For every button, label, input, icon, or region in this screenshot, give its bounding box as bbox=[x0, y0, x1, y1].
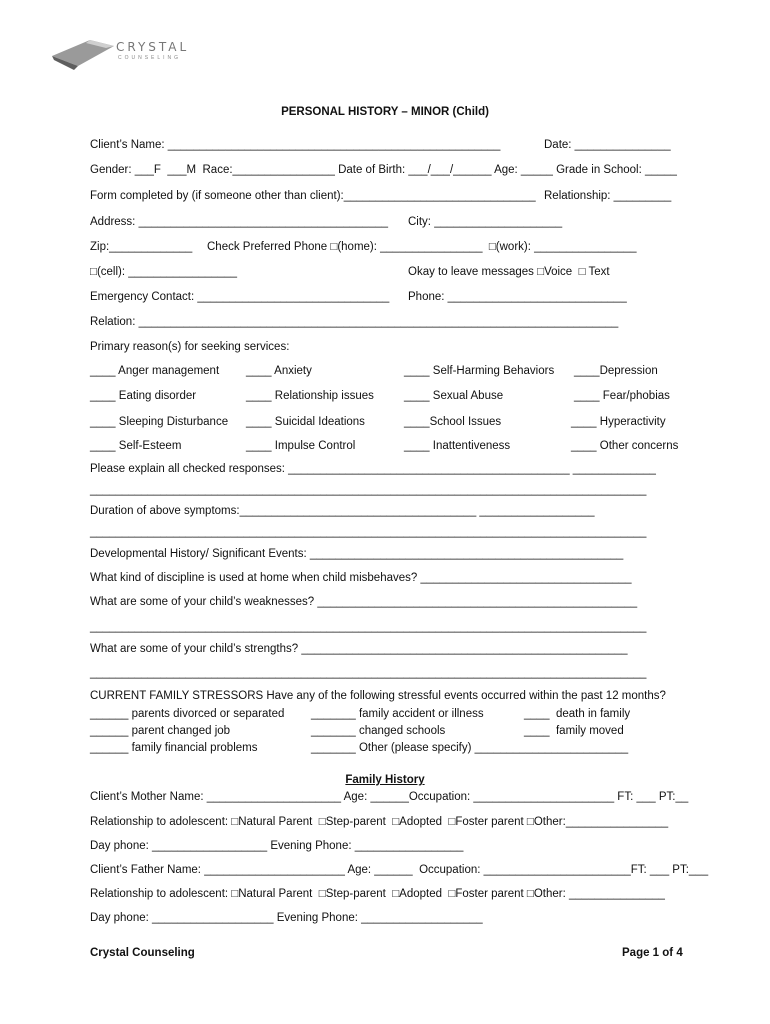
reason-option[interactable]: ____ Other concerns bbox=[571, 440, 679, 452]
gender-race-dob-field[interactable]: Gender: ___F ___M Race:________________ Date of Birth: ___/___/______ Age: _____ Grade in School: _____ bbox=[90, 164, 677, 176]
father-relationship-row bbox=[0, 886, 770, 902]
stressor-option[interactable]: ______ parents divorced or separated bbox=[90, 708, 285, 720]
emergency-contact-field[interactable]: Emergency Contact: ______________________________ bbox=[90, 291, 390, 303]
mother-relationship-row bbox=[0, 814, 770, 830]
crystal-logo-icon bbox=[50, 36, 120, 72]
zip-row bbox=[0, 239, 770, 255]
reasons-row bbox=[0, 414, 770, 430]
duration-field[interactable]: Duration of above symptoms:_____________________________________ __________________ bbox=[90, 505, 595, 517]
reason-option[interactable]: ____ Eating disorder bbox=[90, 390, 197, 402]
weaknesses-field[interactable]: What are some of your child’s weaknesses? __________________________________________________ bbox=[90, 596, 638, 608]
discipline-row bbox=[0, 570, 770, 586]
father-phone-field[interactable]: Day phone: ___________________ Evening Phone: ___________________ bbox=[90, 912, 483, 924]
footer-page-number: Page 1 of 4 bbox=[622, 947, 683, 959]
stressor-option[interactable]: _______ changed schools bbox=[311, 725, 446, 737]
stressor-option[interactable]: _______ family accident or illness bbox=[311, 708, 484, 720]
blank-line-row bbox=[0, 619, 770, 635]
form-completed-row bbox=[0, 188, 770, 204]
company-logo bbox=[50, 36, 220, 72]
logo-name: CRYSTAL bbox=[116, 40, 190, 54]
emergency-row bbox=[0, 289, 770, 305]
reasons-row bbox=[0, 438, 770, 454]
blank-line[interactable]: _______________________________________________________________________________________ bbox=[90, 621, 647, 633]
footer-company: Crystal Counseling bbox=[90, 947, 195, 959]
relation-field[interactable]: Relation: ___________________________________________________________________________ bbox=[90, 316, 619, 328]
reason-option[interactable]: ____ Fear/phobias bbox=[574, 390, 670, 402]
stressors-row bbox=[0, 740, 770, 756]
discipline-field[interactable]: What kind of discipline is used at home when child misbehaves? _________________________________ bbox=[90, 572, 632, 584]
father-relationship-options[interactable]: Relationship to adolescent: □Natural Parent □Step-parent □Adopted □Foster parent □Other: _______________ bbox=[90, 888, 665, 900]
developmental-field[interactable]: Developmental History/ Significant Events: _________________________________________________ bbox=[90, 548, 624, 560]
stressor-option[interactable]: ______ family financial problems bbox=[90, 742, 258, 754]
title-row bbox=[0, 104, 770, 120]
mother-phone-row bbox=[0, 838, 770, 854]
stressor-option[interactable]: ____ family moved bbox=[524, 725, 624, 737]
father-phone-row bbox=[0, 910, 770, 926]
page-title: PERSONAL HISTORY – MINOR (Child) bbox=[281, 106, 489, 118]
relation-row bbox=[0, 314, 770, 330]
blank-line[interactable]: _______________________________________________________________________________________ bbox=[90, 667, 647, 679]
cell-row bbox=[0, 264, 770, 280]
blank-line[interactable]: _______________________________________________________________________________________ bbox=[90, 484, 647, 496]
father-row bbox=[0, 862, 770, 878]
reason-option[interactable]: ____Depression bbox=[574, 365, 658, 377]
developmental-row bbox=[0, 546, 770, 562]
duration-row bbox=[0, 503, 770, 519]
client-name-field[interactable]: Client’s Name: ____________________________________________________ bbox=[90, 139, 501, 151]
stressor-option[interactable]: _______ Other (please specify) ________________________ bbox=[311, 742, 629, 754]
reason-option[interactable]: ____School Issues bbox=[404, 416, 502, 428]
blank-line-row bbox=[0, 665, 770, 681]
stressors-row bbox=[0, 723, 770, 739]
blank-line[interactable]: _______________________________________________________________________________________ bbox=[90, 526, 647, 538]
cell-field[interactable]: □(cell): _________________ bbox=[90, 266, 237, 278]
reasons-heading-row bbox=[0, 339, 770, 355]
father-name-field[interactable]: Client’s Father Name: ______________________ Age: ______ Occupation: _______________________FT: ___ PT:___ bbox=[90, 864, 709, 876]
city-field[interactable]: City: ____________________ bbox=[408, 216, 563, 228]
family-heading-row bbox=[0, 772, 770, 788]
reason-option[interactable]: ____ Anxiety bbox=[246, 365, 312, 377]
mother-phone-field[interactable]: Day phone: __________________ Evening Phone: _________________ bbox=[90, 840, 464, 852]
zip-field[interactable]: Zip:_____________ bbox=[90, 241, 193, 253]
reason-option[interactable]: ____ Impulse Control bbox=[246, 440, 356, 452]
address-row bbox=[0, 214, 770, 230]
reasons-heading: Primary reason(s) for seeking services: bbox=[90, 341, 290, 353]
logo-subtitle: COUNSELING bbox=[118, 55, 182, 61]
reason-option[interactable]: ____ Sleeping Disturbance bbox=[90, 416, 229, 428]
weaknesses-row bbox=[0, 594, 770, 610]
reason-option[interactable]: ____ Relationship issues bbox=[246, 390, 374, 402]
form-completed-field[interactable]: Form completed by (if someone other than client):______________________________ bbox=[90, 190, 536, 202]
reason-option[interactable]: ____ Sexual Abuse bbox=[404, 390, 504, 402]
blank-line-row bbox=[0, 482, 770, 498]
messages-option[interactable]: Okay to leave messages □Voice □ Text bbox=[408, 266, 610, 278]
client-name-row bbox=[0, 137, 770, 153]
date-field[interactable]: Date: _______________ bbox=[544, 139, 671, 151]
mother-name-field[interactable]: Client’s Mother Name: _____________________ Age: ______Occupation: ______________________ FT: ___ PT:__ bbox=[90, 791, 689, 803]
mother-row bbox=[0, 789, 770, 805]
strengths-row bbox=[0, 641, 770, 657]
reason-option[interactable]: ____ Self-Esteem bbox=[90, 440, 182, 452]
footer bbox=[0, 945, 770, 961]
explain-field[interactable]: Please explain all checked responses: ____________________________________________ _____________ bbox=[90, 463, 656, 475]
reason-option[interactable]: ____ Hyperactivity bbox=[571, 416, 666, 428]
reason-option[interactable]: ____ Inattentiveness bbox=[404, 440, 511, 452]
stressors-heading-row bbox=[0, 688, 770, 704]
preferred-phone-field[interactable]: Check Preferred Phone □(home): ________________ □(work): ________________ bbox=[207, 241, 637, 253]
mother-relationship-options[interactable]: Relationship to adolescent: □Natural Parent □Step-parent □Adopted □Foster parent □Other:________________ bbox=[90, 816, 669, 828]
stressors-heading: CURRENT FAMILY STRESSORS Have any of the following stressful events occurred within the past 12 months? bbox=[90, 690, 666, 702]
reason-option[interactable]: ____ Anger management bbox=[90, 365, 220, 377]
stressor-option[interactable]: ______ parent changed job bbox=[90, 725, 231, 737]
stressors-row bbox=[0, 706, 770, 722]
family-history-heading: Family History bbox=[345, 774, 425, 786]
reason-option[interactable]: ____ Suicidal Ideations bbox=[246, 416, 365, 428]
phone-field[interactable]: Phone: ____________________________ bbox=[408, 291, 627, 303]
blank-line-row bbox=[0, 524, 770, 540]
gender-row bbox=[0, 162, 770, 178]
relationship-field[interactable]: Relationship: _________ bbox=[544, 190, 672, 202]
reason-option[interactable]: ____ Self-Harming Behaviors bbox=[404, 365, 555, 377]
explain-row bbox=[0, 461, 770, 477]
reasons-row bbox=[0, 363, 770, 379]
strengths-field[interactable]: What are some of your child’s strengths? ___________________________________________________ bbox=[90, 643, 628, 655]
stressor-option[interactable]: ____ death in family bbox=[524, 708, 631, 720]
address-field[interactable]: Address: _______________________________________ bbox=[90, 216, 389, 228]
reasons-row bbox=[0, 388, 770, 404]
